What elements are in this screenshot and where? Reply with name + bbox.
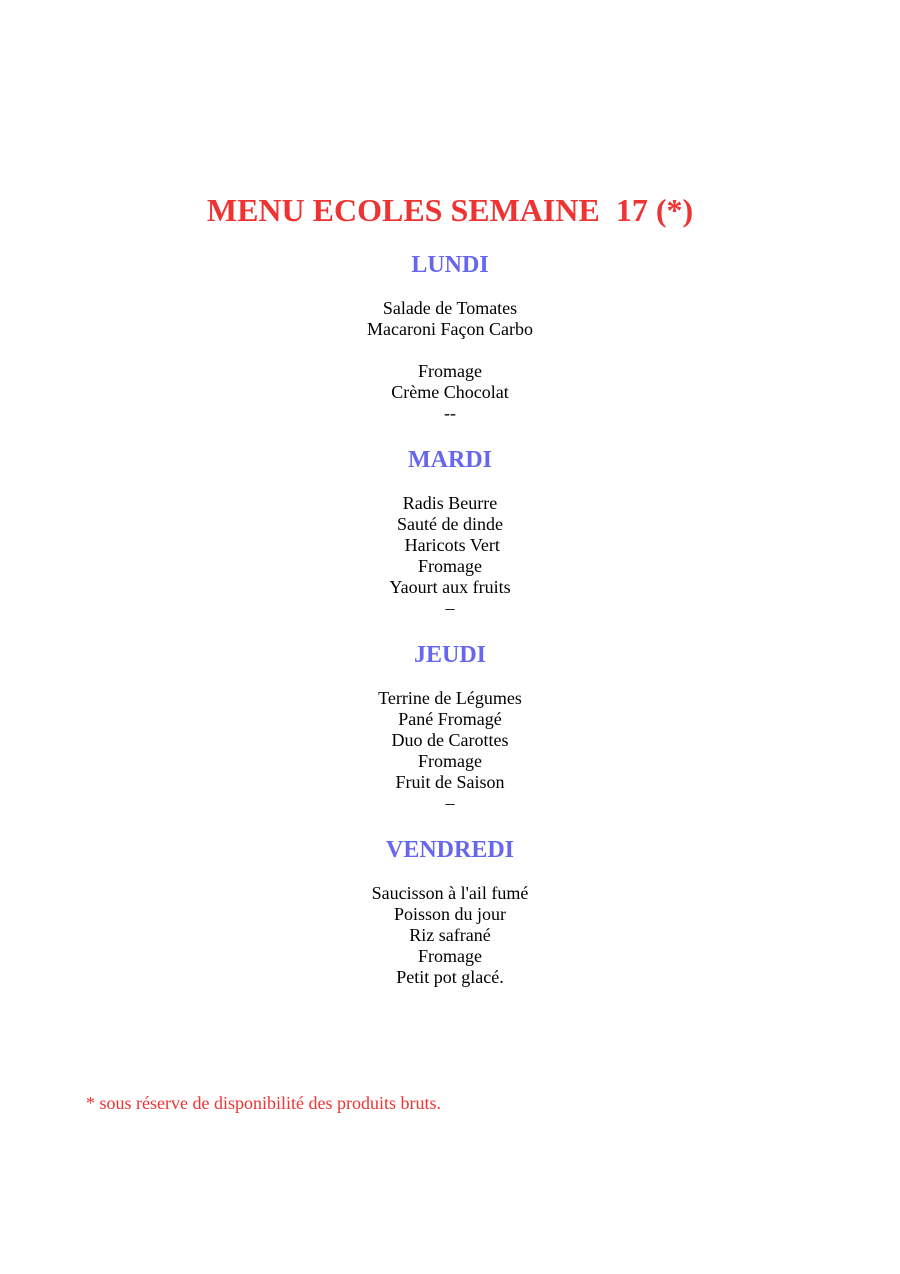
dish-item: -- [444, 403, 456, 423]
dish-list-lundi [0, 298, 900, 424]
dish-item: Crème Chocolat [391, 382, 509, 402]
dish-item: Salade de Tomates [382, 298, 518, 318]
availability-footnote: * sous réserve de disponibilité des produits bruts. [86, 1093, 441, 1113]
dish-item: Fromage [418, 751, 482, 771]
day-heading-vendredi: VENDREDI [385, 837, 514, 863]
day-heading-mardi: MARDI [408, 447, 492, 473]
dish-item: – [445, 793, 455, 813]
dish-item: – [445, 598, 455, 618]
dish-list-jeudi [0, 688, 900, 814]
dish-item: Fromage [418, 556, 482, 576]
dish-item: Riz safrané [409, 925, 491, 945]
day-section-vendredi [0, 835, 900, 988]
dish-item: Fruit de Saison [395, 772, 505, 792]
day-heading-lundi: LUNDI [411, 252, 489, 278]
page-title: MENU ECOLES SEMAINE 17 (*) [206, 192, 694, 228]
day-heading-jeudi: JEUDI [413, 642, 486, 668]
dish-list-vendredi [0, 883, 900, 988]
dish-item: Yaourt aux fruits [389, 577, 511, 597]
dish-item: Petit pot glacé. [396, 967, 504, 987]
dish-item: Sauté de dinde [397, 514, 503, 534]
dish-item: Terrine de Légumes [378, 688, 522, 708]
dish-item: Poisson du jour [393, 904, 507, 924]
dish-item: Fromage [418, 361, 482, 381]
dish-item: Duo de Carottes [391, 730, 509, 750]
dish-item [0, 340, 900, 361]
dish-item: Pané Fromagé [398, 709, 502, 729]
dish-item: Haricots Vert [400, 535, 500, 555]
dish-item: Saucisson à l'ail fumé [371, 883, 529, 903]
day-section-jeudi [0, 640, 900, 814]
day-section-lundi [0, 250, 900, 424]
dish-list-mardi [0, 493, 900, 619]
day-section-mardi [0, 445, 900, 619]
dish-item: Fromage [418, 946, 482, 966]
dish-item: Radis Beurre [402, 493, 498, 513]
dish-item: Macaroni Façon Carbo [367, 319, 533, 339]
